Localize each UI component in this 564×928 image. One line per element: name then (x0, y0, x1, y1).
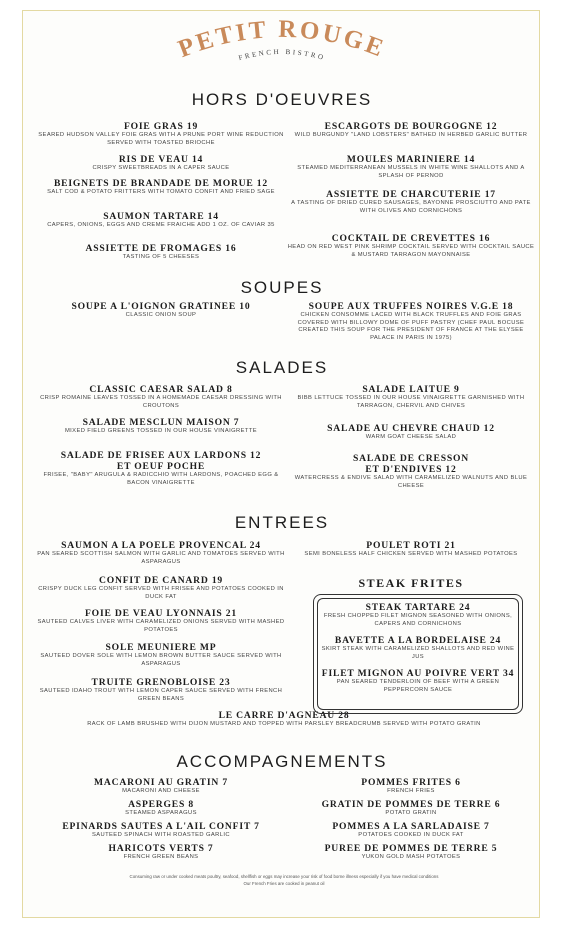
menu-item (36, 642, 286, 668)
menu-item (36, 677, 286, 703)
item-name: CONFIT DE CANARD 19 (98, 575, 224, 586)
menu-item (313, 635, 523, 661)
item-desc: A TASTING OF DRIED CURED SAUSAGES, BAYONNE PROSCIUTTO AND PATE WITH OLIVES AND CORNICHONS (291, 200, 531, 214)
menu-item (36, 777, 286, 796)
item-desc: WILD BURGUNDY "LAND LOBSTERS" BATHED IN HERBED GARLIC BUTTER (294, 132, 528, 138)
item-name: MOULES MARINIERE 14 (346, 154, 476, 165)
menu-item (286, 453, 536, 490)
item-desc: STEAMED ASPARAGUS (125, 810, 197, 816)
item-desc: SALT COD & POTATO FRITTERS WITH TOMATO CONFIT AND FRIED SAGE (47, 189, 275, 195)
item-name: ASSIETTE DE CHARCUTERIE 17 (326, 189, 496, 200)
item-desc: CRISPY SWEETBREADS IN A CAPER SAUCE (92, 165, 230, 171)
menu-item (313, 602, 523, 628)
item-name: ASSIETTE DE FROMAGES 16 (85, 243, 237, 254)
item-desc: SAUTEED SPINACH WITH ROASTED GARLIC (91, 832, 230, 838)
item-name: SALADE DE FRISEE AUX LARDONS 12 (60, 450, 262, 461)
item-name-line2: ET D'ENDIVES 12 (365, 464, 457, 475)
item-desc: POTATOES COOKED IN DUCK FAT (358, 832, 464, 838)
item-name: ESCARGOTS DE BOURGOGNE 12 (324, 121, 498, 132)
section-title-salades: SALADES (235, 358, 329, 377)
item-name: POMMES A LA SARLADAISE 7 (332, 821, 490, 832)
menu-item (36, 243, 286, 262)
item-name-line2: ET OEUF POCHE (116, 461, 206, 472)
item-desc: CRISP ROMAINE LEAVES TOSSED IN A HOMEMADE CAESAR DRESSING WITH CROUTONS (40, 395, 282, 409)
item-name: HARICOTS VERTS 7 (108, 843, 214, 854)
menu-item (286, 799, 536, 818)
item-desc: FRESH CHOPPED FILET MIGNON SEASONED WITH ONIONS, CAPERS AND CORNICHONS (323, 613, 513, 627)
item-name: COCKTAIL DE CREVETTES 16 (331, 233, 491, 244)
item-desc: FRENCH GREEN BEANS (123, 854, 199, 860)
item-desc: MACARONI AND CHEESE (122, 788, 200, 794)
item-desc: WARM GOAT CHEESE SALAD (365, 434, 457, 440)
menu-item (286, 154, 536, 180)
item-name: SALADE LAITUE 9 (362, 384, 460, 395)
item-desc: FRISEE, "BABY" ARUGULA & RADICCHIO WITH LARDONS, POACHED EGG & BACON VINAIGRETTE (43, 472, 279, 486)
menu-item (313, 668, 523, 694)
item-desc: CLASSIC ONION SOUP (125, 312, 197, 318)
footer-note (36, 873, 532, 887)
menu-item (36, 384, 286, 410)
item-name: MACARONI AU GRATIN 7 (94, 777, 228, 788)
logo-arc (152, 10, 412, 70)
item-desc: YUKON GOLD MASH POTATOES (361, 854, 461, 860)
item-name: SOUPE AUX TRUFFES NOIRES V.G.E 18 (308, 301, 514, 312)
menu-item (286, 384, 536, 410)
menu-item (286, 189, 536, 215)
item-name: FOIE DE VEAU LYONNAIS 21 (85, 608, 237, 619)
item-desc: POTATO GRATIN (385, 810, 437, 816)
item-name: POMMES FRITES 6 (361, 777, 461, 788)
menu-item (286, 540, 536, 559)
item-name: EPINARDS SAUTES A L'AIL CONFIT 7 (62, 821, 260, 832)
menu-item (286, 821, 536, 840)
section-title-entrees: ENTREES (234, 513, 330, 532)
section-title-accompagnements: ACCOMPAGNEMENTS (176, 752, 388, 771)
menu-item (36, 417, 286, 436)
item-name: PUREE DE POMMES DE TERRE 5 (324, 843, 498, 854)
menu-item (36, 608, 286, 634)
item-name: CLASSIC CAESAR SALAD 8 (89, 384, 233, 395)
item-desc: PAN SEARED SCOTTISH SALMON WITH GARLIC AND TOMATOES SERVED WITH ASPARAGUS (37, 551, 285, 565)
item-name: STEAK TARTARE 24 (365, 602, 471, 613)
item-desc: SEARED HUDSON VALLEY FOIE GRAS WITH A PRUNE PORT WINE REDUCTION SERVED WITH TOASTED BRIOCHE (38, 132, 284, 146)
item-name: SOUPE A L'OIGNON GRATINEE 10 (71, 301, 251, 312)
item-name: SALADE MESCLUN MAISON 7 (82, 417, 240, 428)
menu-item (286, 233, 536, 259)
menu-item (36, 211, 286, 230)
item-desc: SAUTEED DOVER SOLE WITH LEMON BROWN BUTTER SAUCE SERVED WITH ASPARAGUS (40, 653, 282, 667)
menu-item (36, 799, 286, 818)
svg-text:FRENCH BISTRO (238, 48, 327, 62)
item-desc: CAPERS, ONIONS, EGGS AND CREME FRAICHE ADD 1 OZ. OF CAVIAR 35 (47, 222, 275, 228)
item-desc: WATERCRESS & ENDIVE SALAD WITH CARAMELIZED WALNUTS AND BLUE CHEESE (294, 475, 528, 489)
item-name: SALADE DE CRESSON (353, 453, 469, 464)
item-desc: SKIRT STEAK WITH CARAMELIZED SHALLOTS AND RED WINE JUS (321, 646, 515, 660)
item-name: SOLE MEUNIERE MP (105, 642, 217, 653)
section-title-soupes: SOUPES (240, 278, 324, 297)
svg-text:PETIT ROUGE (175, 16, 390, 63)
footer-peanut-note: Our French Fries are cooked in peanut oil (243, 881, 325, 886)
item-desc: CHICKEN CONSOMME LACED WITH BLACK TRUFFLES AND FOIE GRAS COVERED WITH BILLOWY DOME OF PUFF PASTRY (CHEF PAUL BOCUSE CREATED THIS SOUP FOR THE PRESIDENT OF FRANCE AT THE ELYSEE PALACE IN PARIS IN 1975) (297, 312, 525, 341)
item-desc: RACK OF LAMB BRUSHED WITH DIJON MUSTARD AND TOPPED WITH PARSLEY BREADCRUMB SERVED WITH POTATO GRATIN (87, 721, 481, 727)
menu-item (286, 843, 536, 862)
item-name: BEIGNETS DE BRANDADE DE MORUE 12 (53, 178, 269, 189)
item-name: SAUMON TARTARE 14 (103, 211, 219, 222)
menu-item (36, 154, 286, 173)
menu-item (286, 301, 536, 342)
item-name: FILET MIGNON AU POIVRE VERT 34 (321, 668, 515, 679)
menu-item (36, 301, 286, 320)
item-desc: BIBB LETTUCE TOSSED IN OUR HOUSE VINAIGRETTE GARNISHED WITH TARRAGON, CHERVIL AND CHIVES (297, 395, 525, 409)
menu-item (36, 178, 286, 197)
item-desc: STEAMED MEDITERRANEAN MUSSELS IN WHITE WINE SHALLOTS AND A SPLASH OF PERNOD (297, 165, 525, 179)
logo (0, 10, 564, 70)
section-title-steak-frites: STEAK FRITES (358, 576, 464, 590)
item-name: TRUITE GRENOBLOISE 23 (91, 677, 231, 688)
menu-item (36, 843, 286, 862)
menu-item (36, 121, 286, 147)
item-name: SALADE AU CHEVRE CHAUD 12 (327, 423, 495, 434)
item-name: SAUMON A LA POELE PROVENCAL 24 (61, 540, 261, 551)
menu-item (36, 450, 286, 487)
item-desc: SAUTEED CALVES LIVER WITH CARAMELIZED ONIONS SERVED WITH MASHED POTATOES (37, 619, 285, 633)
item-name: ASPERGES 8 (128, 799, 194, 810)
item-name: POULET ROTI 21 (366, 540, 456, 551)
item-desc: TASTING OF 5 CHEESES (122, 254, 200, 260)
menu-item (36, 540, 286, 566)
logo-subtitle: FRENCH BISTRO (237, 47, 327, 63)
menu-item (36, 821, 286, 840)
menu-item (36, 575, 286, 601)
item-desc: SEMI BONELESS HALF CHICKEN SERVED WITH MASHED POTATOES (304, 551, 518, 557)
item-name: FOIE GRAS 19 (123, 121, 199, 132)
menu-item (286, 121, 536, 140)
item-desc: SAUTEED IDAHO TROUT WITH LEMON CAPER SAUCE SERVED WITH FRENCH GREEN BEANS (39, 688, 283, 702)
item-desc: FRENCH FRIES (387, 788, 435, 794)
item-desc: MIXED FIELD GREENS TOSSED IN OUR HOUSE VINAIGRETTE (64, 428, 258, 434)
menu-item (286, 423, 536, 442)
item-desc: HEAD ON RED WEST PINK SHRIMP COCKTAIL SERVED WITH COCKTAIL SAUCE & MUSTARD TARRAGON MAYONNAISE (287, 244, 535, 258)
item-name: GRATIN DE POMMES DE TERRE 6 (321, 799, 501, 810)
item-desc: CRISPY DUCK LEG CONFIT SERVED WITH FRISEE AND POTATOES COOKED IN DUCK FAT (38, 586, 284, 600)
item-name: BAVETTE A LA BORDELAISE 24 (334, 635, 502, 646)
item-name: RIS DE VEAU 14 (118, 154, 204, 165)
logo-title: PETIT ROUGE (174, 15, 390, 64)
item-desc: PAN SEARED TENDERLOIN OF BEEF WITH A GREEN PEPPERCORN SAUCE (336, 679, 500, 693)
section-title-hors-doeuvres: HORS D'OEUVRES (191, 90, 373, 109)
footer-warning: Consuming raw or under cooked meats poultry, seafood, shellfish or eggs may increase your risk of food borne illness especially if you have medical conditions (129, 874, 439, 879)
item-name: LE CARRE D'AGNEAU 28 (218, 710, 350, 721)
menu-item (286, 777, 536, 796)
